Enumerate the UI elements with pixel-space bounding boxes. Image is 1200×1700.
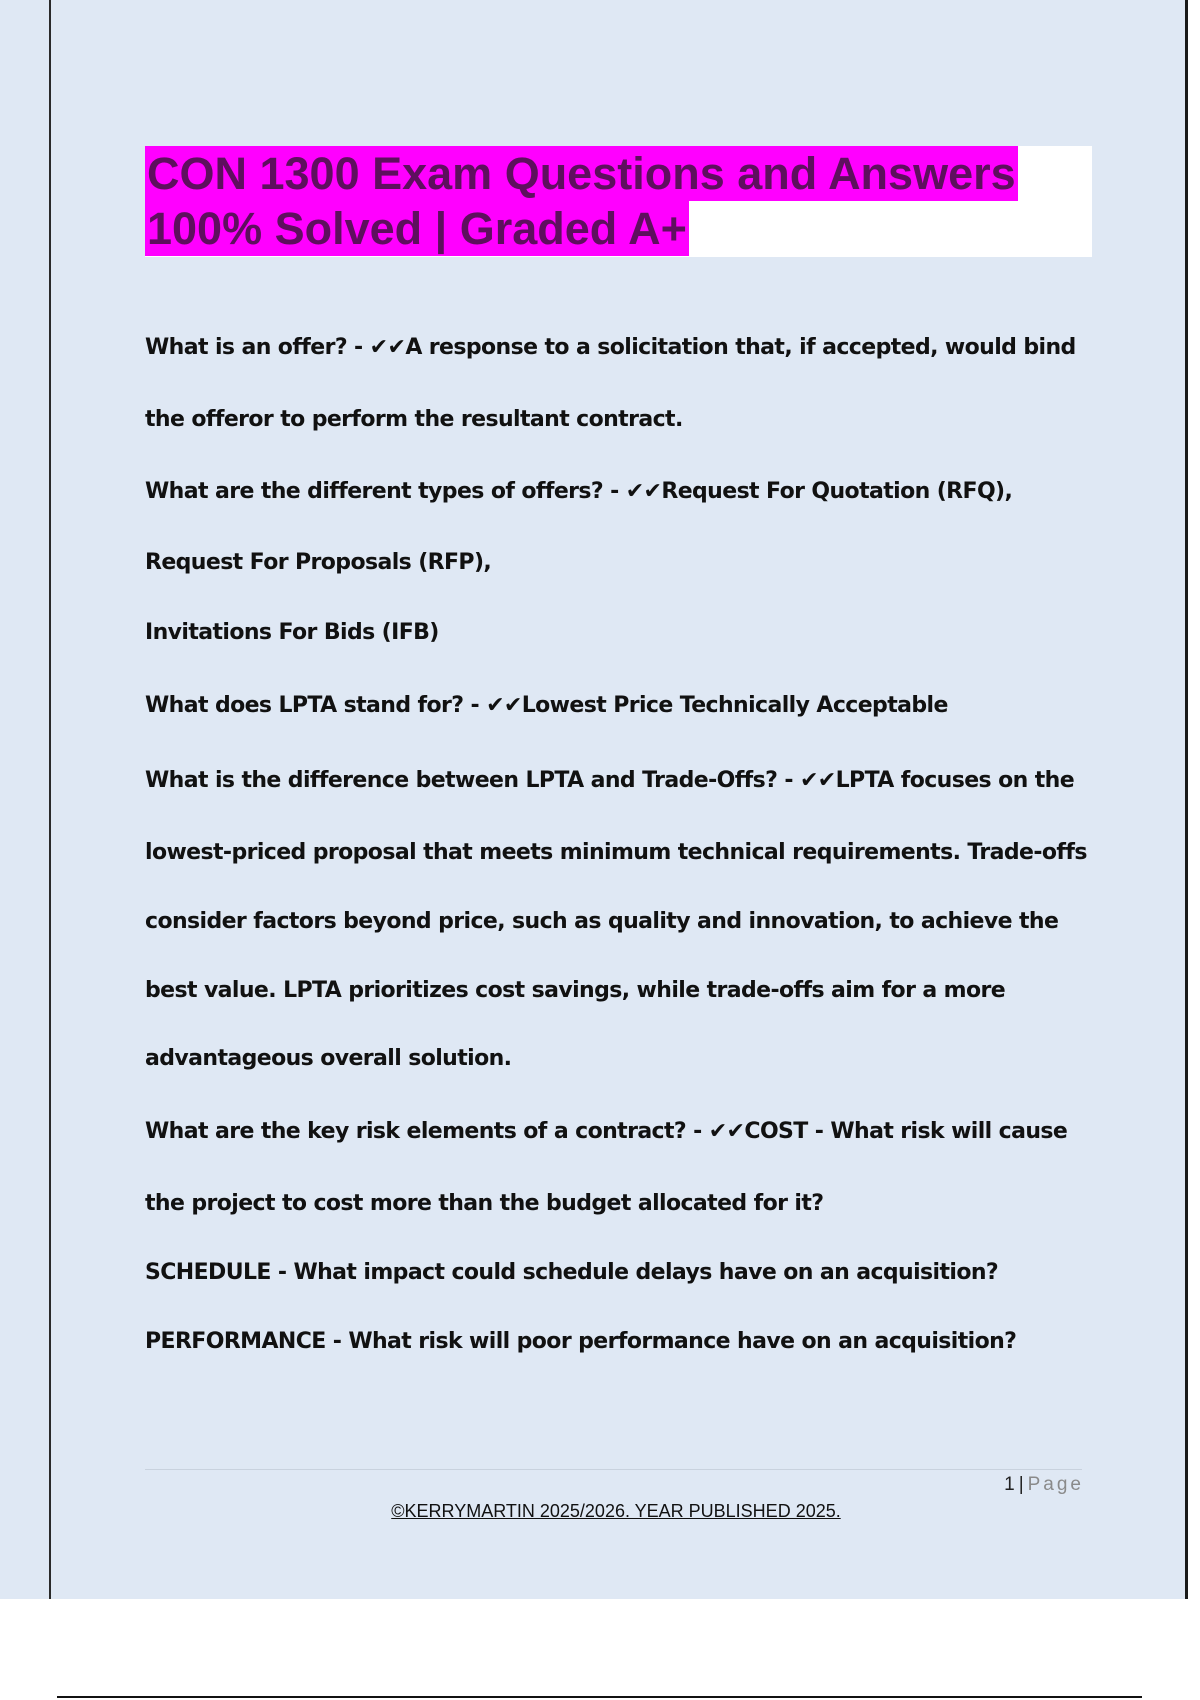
body-line: the offeror to perform the resultant contract. [145,407,683,432]
footer-divider [145,1469,1082,1470]
bottom-divider [57,1696,1142,1698]
body-line: the project to cost more than the budget allocated for it? [145,1191,824,1216]
body-line: What are the different types of offers? - ✔✔Request For Quotation (RFQ), [145,479,1013,504]
title-line-2: 100% Solved | Graded A+ [147,203,687,254]
body-line: What does LPTA stand for? - ✔✔Lowest Price Technically Acceptable [145,693,948,718]
body-line: PERFORMANCE - What risk will poor performance have on an acquisition? [145,1329,1017,1354]
body-line: consider factors beyond price, such as quality and innovation, to achieve the [145,909,1059,934]
copyright-notice: ©KERRYMARTIN 2025/2026. YEAR PUBLISHED 2025. [391,1501,841,1521]
page-number [1004,1474,1084,1496]
body-line: SCHEDULE - What impact could schedule delays have on an acquisition? [145,1260,999,1285]
title-line-1: CON 1300 Exam Questions and Answers [147,148,1016,199]
body-line: advantageous overall solution. [145,1046,512,1071]
body-line: best value. LPTA prioritizes cost savings, while trade-offs aim for a more [145,978,1006,1003]
page-number-value: 1 [1004,1474,1015,1495]
body-line: What is the difference between LPTA and Trade-Offs? - ✔✔LPTA focuses on the [145,768,1075,793]
body-line: What is an offer? - ✔✔A response to a solicitation that, if accepted, would bind [145,335,1076,360]
page-number-separator: | [1018,1474,1024,1495]
body-line: lowest-priced proposal that meets minimum technical requirements. Trade-offs [145,840,1087,865]
body-line: Invitations For Bids (IFB) [145,620,439,645]
page-label: Page [1027,1474,1084,1495]
body-line: What are the key risk elements of a contract? - ✔✔COST - What risk will cause [145,1119,1068,1144]
body-line: Request For Proposals (RFP), [145,550,492,575]
